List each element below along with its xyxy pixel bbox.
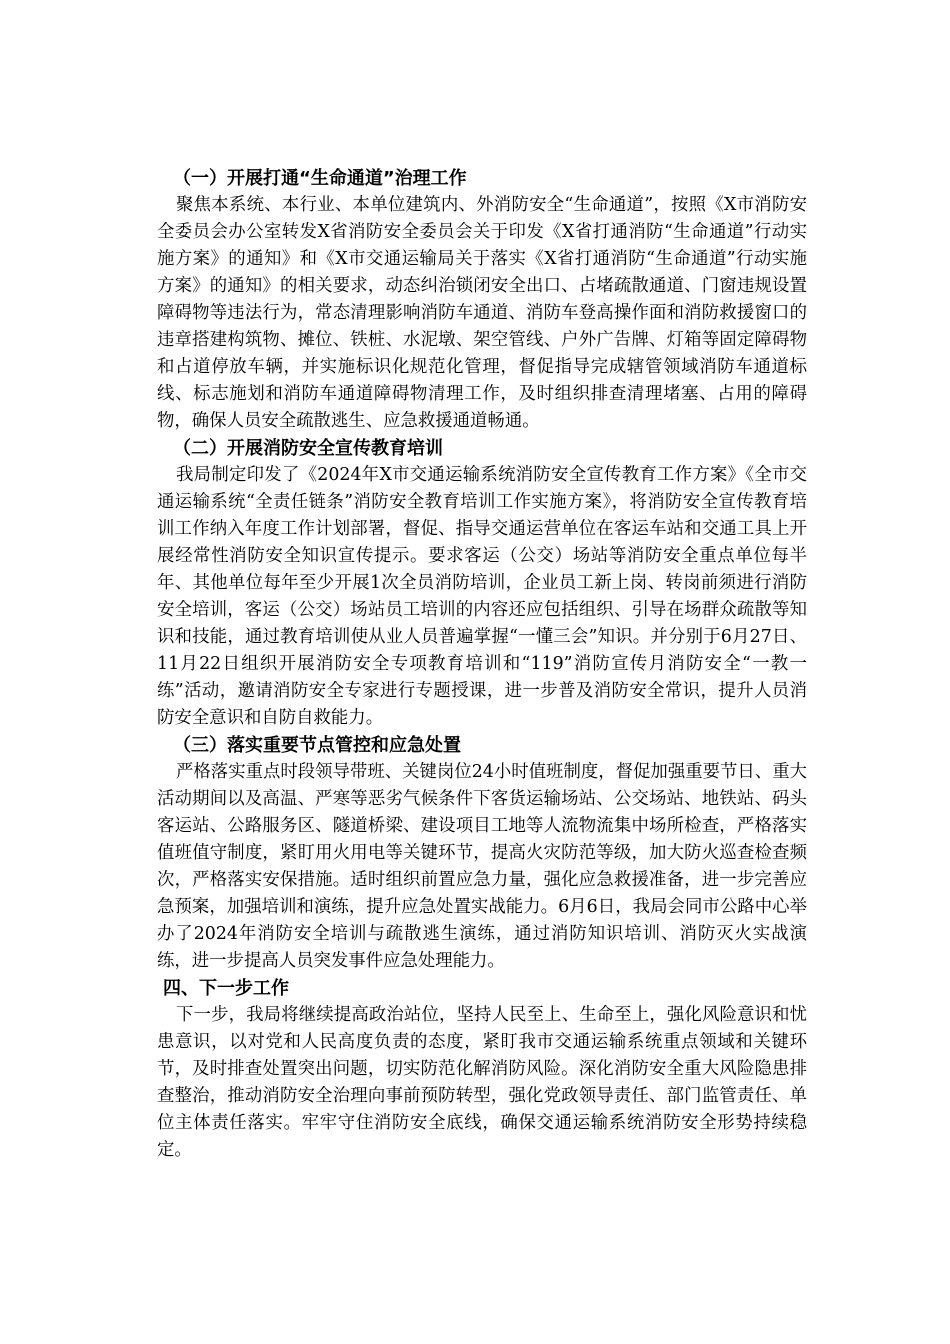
section-paragraph-1: 聚焦本系统、本行业、本单位建筑内、外消防安全“生命通道”，按照《X市消防安全委员会办公室转发X省消防安全委员会关于印发《X省打通消防“生命通道”行动实施方案》的通知》和《X市交通运输局关于落实《X省打通消防“生命通道”行动实施方案》的通知》的相关要求，动态纠治锁闭安全出口、占堵疏散通道、门窗违规设置障碍物等违法行为，常态清理影响消防车通道、消防车登高操作面和消防救援窗口的违章搭建构筑物、摊位、铁桩、水泥墩、架空管线、户外广告牌、灯箱等固定障碍物和占道停放车辆，并实施标识化规范化管理，督促指导完成辖管领域消防车通道标线、标志施划和消防车通道障碍物清理工作，及时组织排查清理堵塞、占用的障碍物，确保人员安全疏散逃生、应急救援通道畅通。 (157, 195, 807, 431)
section-paragraph-2: 我局制定印发了《2024年X市交通运输系统消防安全宣传教育工作方案》《全市交通运输系统“全责任链条”消防安全教育培训工作实施方案》，将消防安全宣传教育培训工作纳入年度工作计划部署，督促、指导交通运营单位在客运车站和交通工具上开展经常性消防安全知识宣传提示。要求客运（公交）场站等消防安全重点单位每半年、其他单位每年至少开展1次全员消防培训，企业员工新上岗、转岗前须进行消防安全培训，客运（公交）场站员工培训的内容还应包括组织、引导在场群众疏散等知识和技能，通过教育培训使从业人员普遍掌握“一懂三会”知识。并分别于6月27日、11月22日组织开展消防安全专项教育培训和“119”消防宣传月消防安全“一教一练”活动，邀请消防安全专家进行专题授课，进一步普及消防安全常识，提升人员消防安全意识和自防自救能力。 (157, 465, 807, 728)
section-heading-3: （三）落实重要节点管控和应急处置 (173, 735, 461, 756)
section-heading-1: （一）开展打通“生命通道”治理工作 (173, 168, 467, 189)
section-paragraph-4: 下一步，我局将继续提高政治站位，坚持人民至上、生命至上，强化风险意识和忧患意识，以对党和人民高度负责的态度，紧盯我市交通运输系统重点领域和关键环节，及时排查处置突出问题，切实防范化解消防风险。深化消防安全重大风险隐患排查整治，推动消防安全治理向事前预防转型，强化党政领导责任、部门监管责任、单位主体责任落实。牢牢守住消防安全底线，确保交通运输系统消防安全形势持续稳定。 (157, 1005, 807, 1160)
section-heading-2: （二）开展消防安全宣传教育培训 (173, 438, 443, 459)
document-body (157, 165, 807, 1164)
section-paragraph-3: 严格落实重点时段领导带班、关键岗位24小时值班制度，督促加强重要节日、重大活动期间以及高温、严寒等恶劣气候条件下客货运输场站、公交场站、地铁站、码头客运站、公路服务区、隧道桥梁、建设项目工地等人流物流集中场所检查，严格落实值班值守制度，紧盯用火用电等关键环节，提高火灾防范等级，加大防火巡查检查频次，严格落实安保措施。适时组织前置应急力量，强化应急救援准备，进一步完善应急预案，加强培训和演练，提升应急处置实战能力。6月6日，我局会同市公路中心举办了2024年消防安全培训与疏散逃生演练，通过消防知识培训、消防灭火实战演练，进一步提高人员突发事件应急处理能力。 (157, 762, 807, 971)
section-heading-4: 四、下一步工作 (163, 978, 289, 999)
